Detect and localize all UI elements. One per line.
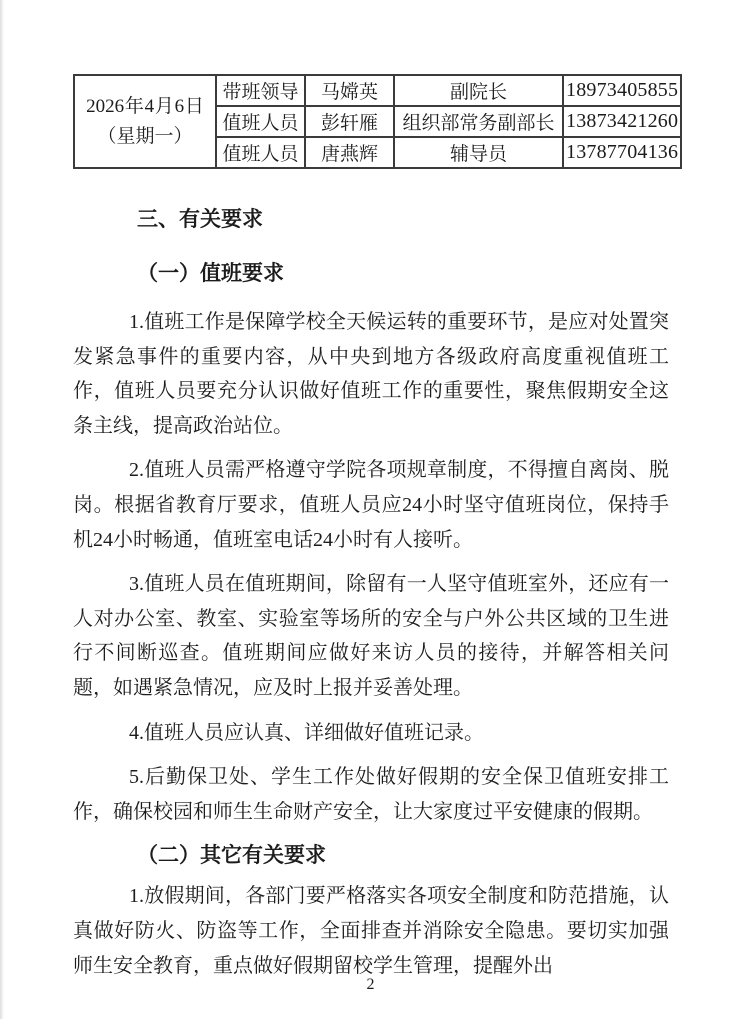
paragraph-3: 3.值班人员在值班期间，除留有一人坚守值班室外，还应有一人对办公室、教室、实验室等场所的安全与户外公共区域的卫生进行不间断巡查。值班期间应做好来访人员的接待，并解答相关问题，如遇紧急情况，应及时上报并妥善处理。 [73, 573, 669, 699]
name-cell: 彭轩雁 [305, 106, 394, 137]
paragraph-1: 1.值班工作是保障学校全天候运转的重要环节，是应对处置突发紧急事件的重要内容，从中央到地方各级政府高度重视值班工作，值班人员要充分认识做好值班工作的重要性，聚焦假期安全这条主线，提高政治站位。 [73, 311, 669, 437]
date-cell [74, 75, 216, 168]
paragraph-5: 5.后勤保卫处、学生工作处做好假期的安全保卫值班安排工作，确保校园和师生生命财产安全，让大家度过平安健康的假期。 [73, 766, 669, 823]
paragraph-4: 4.值班人员应认真、详细做好值班记录。 [129, 721, 484, 744]
document-body [73, 197, 669, 993]
role-cell: 带班领导 [216, 75, 305, 106]
role-cell: 值班人员 [216, 137, 305, 168]
subsection1-heading: （一）值班要求 [137, 261, 284, 285]
page-number: 2 [366, 976, 375, 993]
role-cell: 值班人员 [216, 106, 305, 137]
phone-cell: 18973405855 [563, 75, 681, 106]
paragraph-2: 2.值班人员需严格遵守学院各项规章制度，不得擅自离岗、脱岗。根据省教育厅要求，值班人员应24小时坚守值班岗位，保持手机24小时畅通，值班室电话24小时有人接听。 [73, 459, 669, 551]
duty-roster-table [73, 74, 682, 169]
title-cell: 组织部常务副部长 [394, 106, 563, 137]
name-cell: 唐燕辉 [305, 137, 394, 168]
date-line1: 2026 年 4 月 6 日 [86, 95, 204, 117]
date-line2: （星期一） [97, 125, 193, 147]
table-row [74, 75, 681, 106]
paragraph-6: 1.放假期间，各部门要严格落实各项安全制度和防范措施，认真做好防火、防盗等工作，全面排查并消除安全隐患。要切实加强师生安全教育，重点做好假期留校学生管理，提醒外出 [73, 885, 669, 977]
name-cell: 马嫦英 [305, 75, 394, 106]
title-cell: 辅导员 [394, 137, 563, 168]
page-edge-shadow [0, 0, 4, 1019]
subsection2-heading: （二）其它有关要求 [137, 843, 326, 868]
title-cell: 副院长 [394, 75, 563, 106]
phone-cell: 13873421260 [563, 106, 681, 137]
section-heading: 三、有关要求 [137, 207, 263, 231]
phone-cell: 13787704136 [563, 137, 681, 168]
